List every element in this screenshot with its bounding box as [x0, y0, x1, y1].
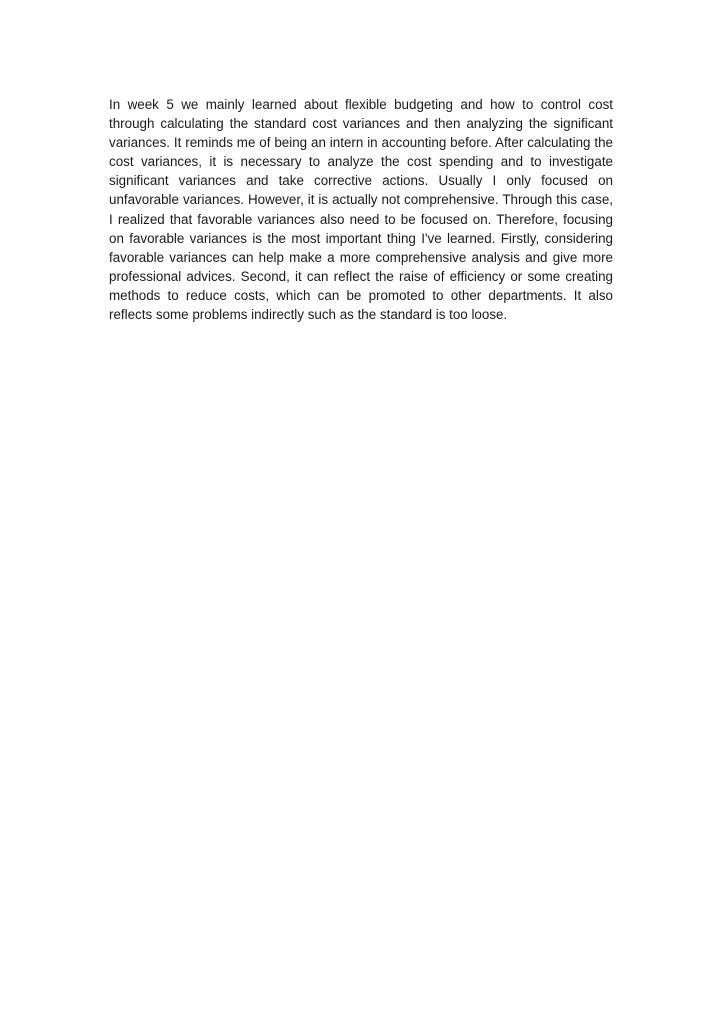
body-paragraph: In week 5 we mainly learned about flexible budgeting and how to control cost through calculating the standard cost variances and then analyzing the significant variances. It reminds me of being an intern in accounting before. After calculating the cost variances, it is necessary to analyze the cost spending and to investigate significant variances and take corrective actions. Usually I only focused on unfavorable variances. However, it is actually not comprehensive. Through this case, I realized that favorable variances also need to be focused on. Therefore, focusing on favorable variances is the most important thing I've learned. Firstly, considering favorable variances can help make a more comprehensive analysis and give more professional advices. Second, it can reflect the raise of efficiency or some creating methods to reduce costs, which can be promoted to other departments. It also reflects some problems indirectly such as the standard is too loose.	[109, 97, 613, 323]
